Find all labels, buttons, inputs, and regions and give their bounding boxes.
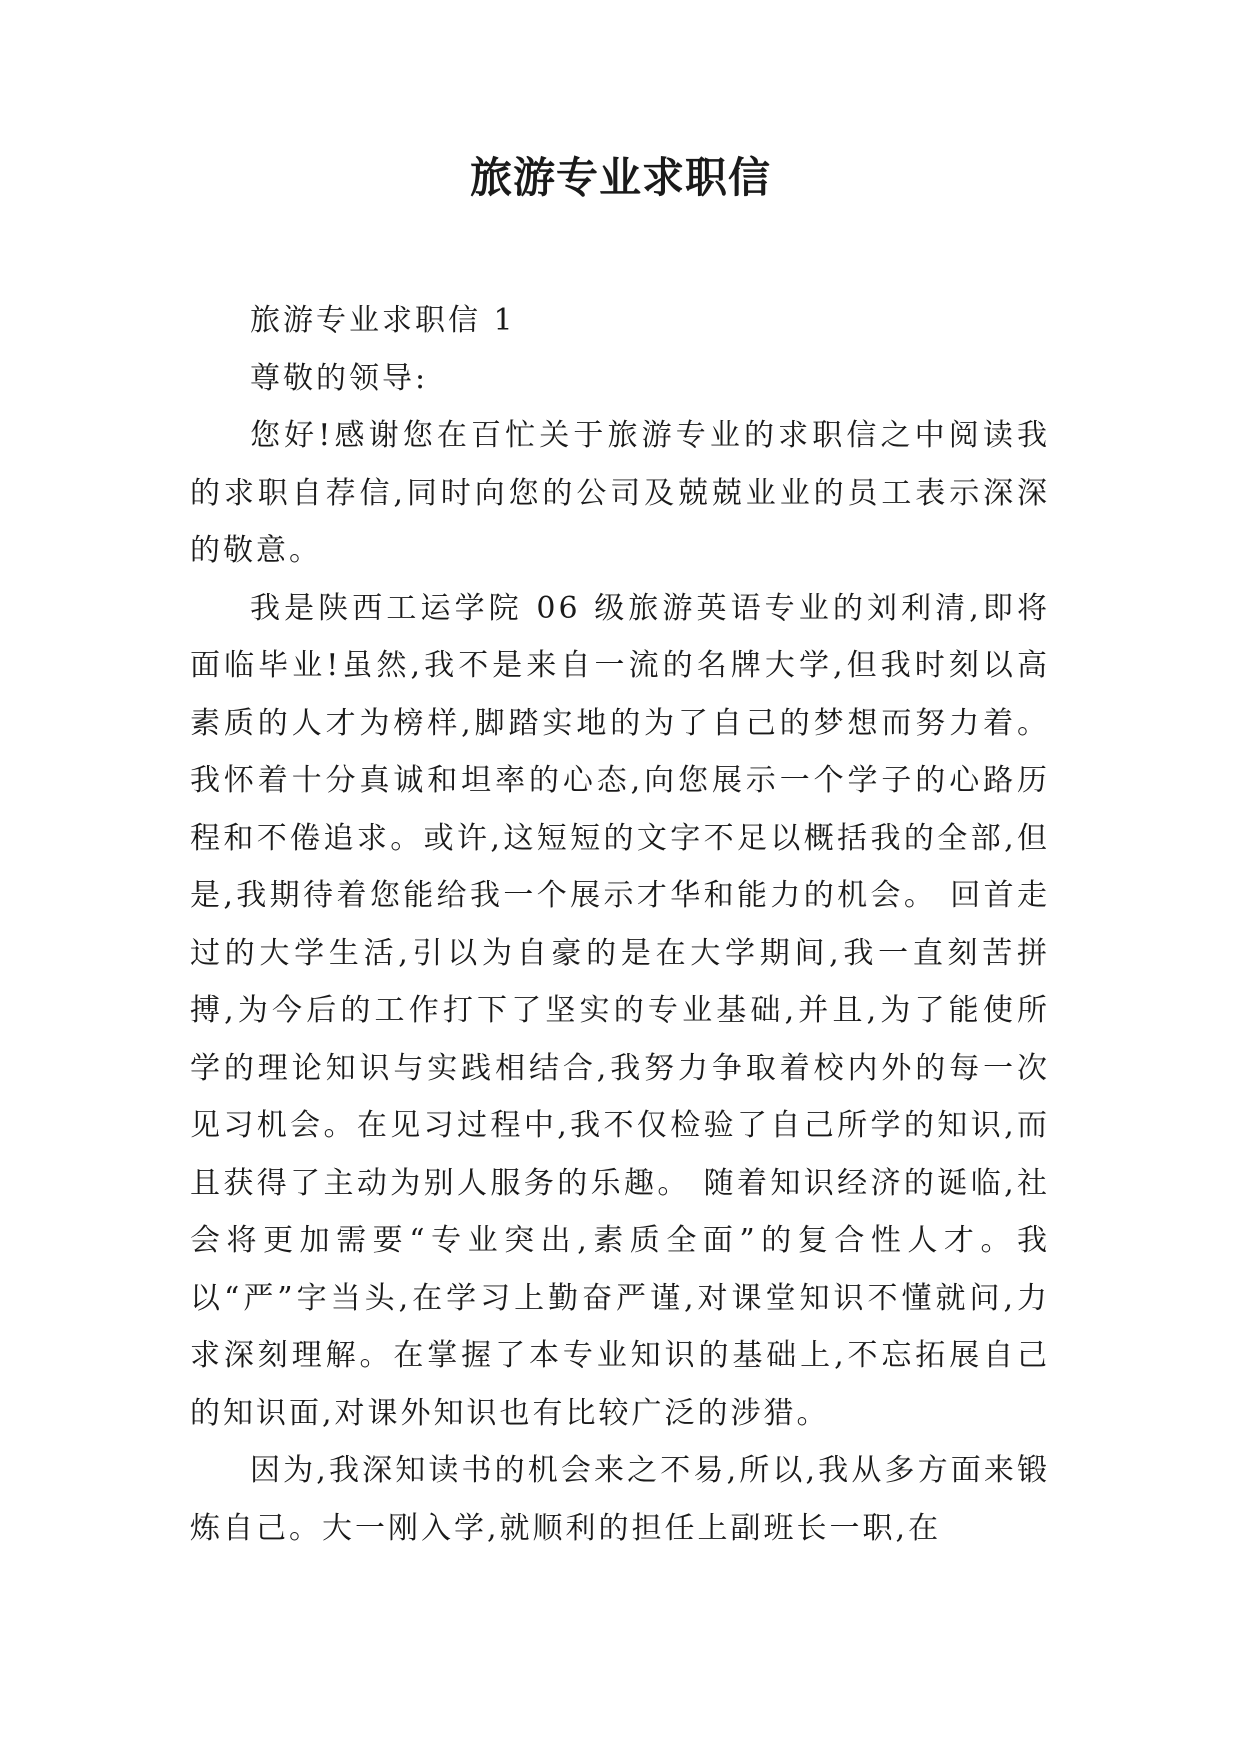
salutation: 尊敬的领导: <box>250 360 429 396</box>
paragraph-activities: 因为,我深知读书的机会来之不易,所以,我从多方面来锻炼自己。大一刚入学,就顺利的担任上副班长一职,在 <box>190 1453 1050 1546</box>
document-title: 旅游专业求职信 <box>469 153 771 202</box>
letter-heading: 旅游专业求职信 1 <box>250 303 516 338</box>
document-body <box>190 292 1050 1557</box>
paragraph-introduction: 我是陕西工运学院 06 级旅游英语专业的刘利清,即将面临毕业!虽然,我不是来自一流的名牌大学,但我时刻以高素质的人才为榜样,脚踏实地的为了自己的梦想而努力着。我怀着十分真诚和坦率的心态,向您展示一个学子的心路历程和不倦追求。或许,这短短的文字不足以概括我的全部,但是,我期待着您能给我一个展示才华和能力的机会。 回首走过的大学生活,引以为自豪的是在大学期间,我一直刻苦拼搏,为今后的工作打下了坚实的专业基础,并且,为了能使所学的理论知识与实践相结合,我努力争取着校内外的每一次见习机会。在见习过程中,我不仅检验了自己所学的知识,而且获得了主动为别人服务的乐趣。 随着知识经济的诞临,社会将更加需要“专业突出,素质全面”的复合性人才。我以“严”字当头,在学习上勤奋严谨,对课堂知识不懂就问,力求深刻理解。在掌握了本专业知识的基础上,不忘拓展自己的知识面,对课外知识也有比较广泛的涉猎。 <box>190 590 1050 1431</box>
paragraph-greeting: 您好!感谢您在百忙关于旅游专业的求职信之中阅读我的求职自荐信,同时向您的公司及兢兢业业的员工表示深深的敬意。 <box>190 418 1050 568</box>
